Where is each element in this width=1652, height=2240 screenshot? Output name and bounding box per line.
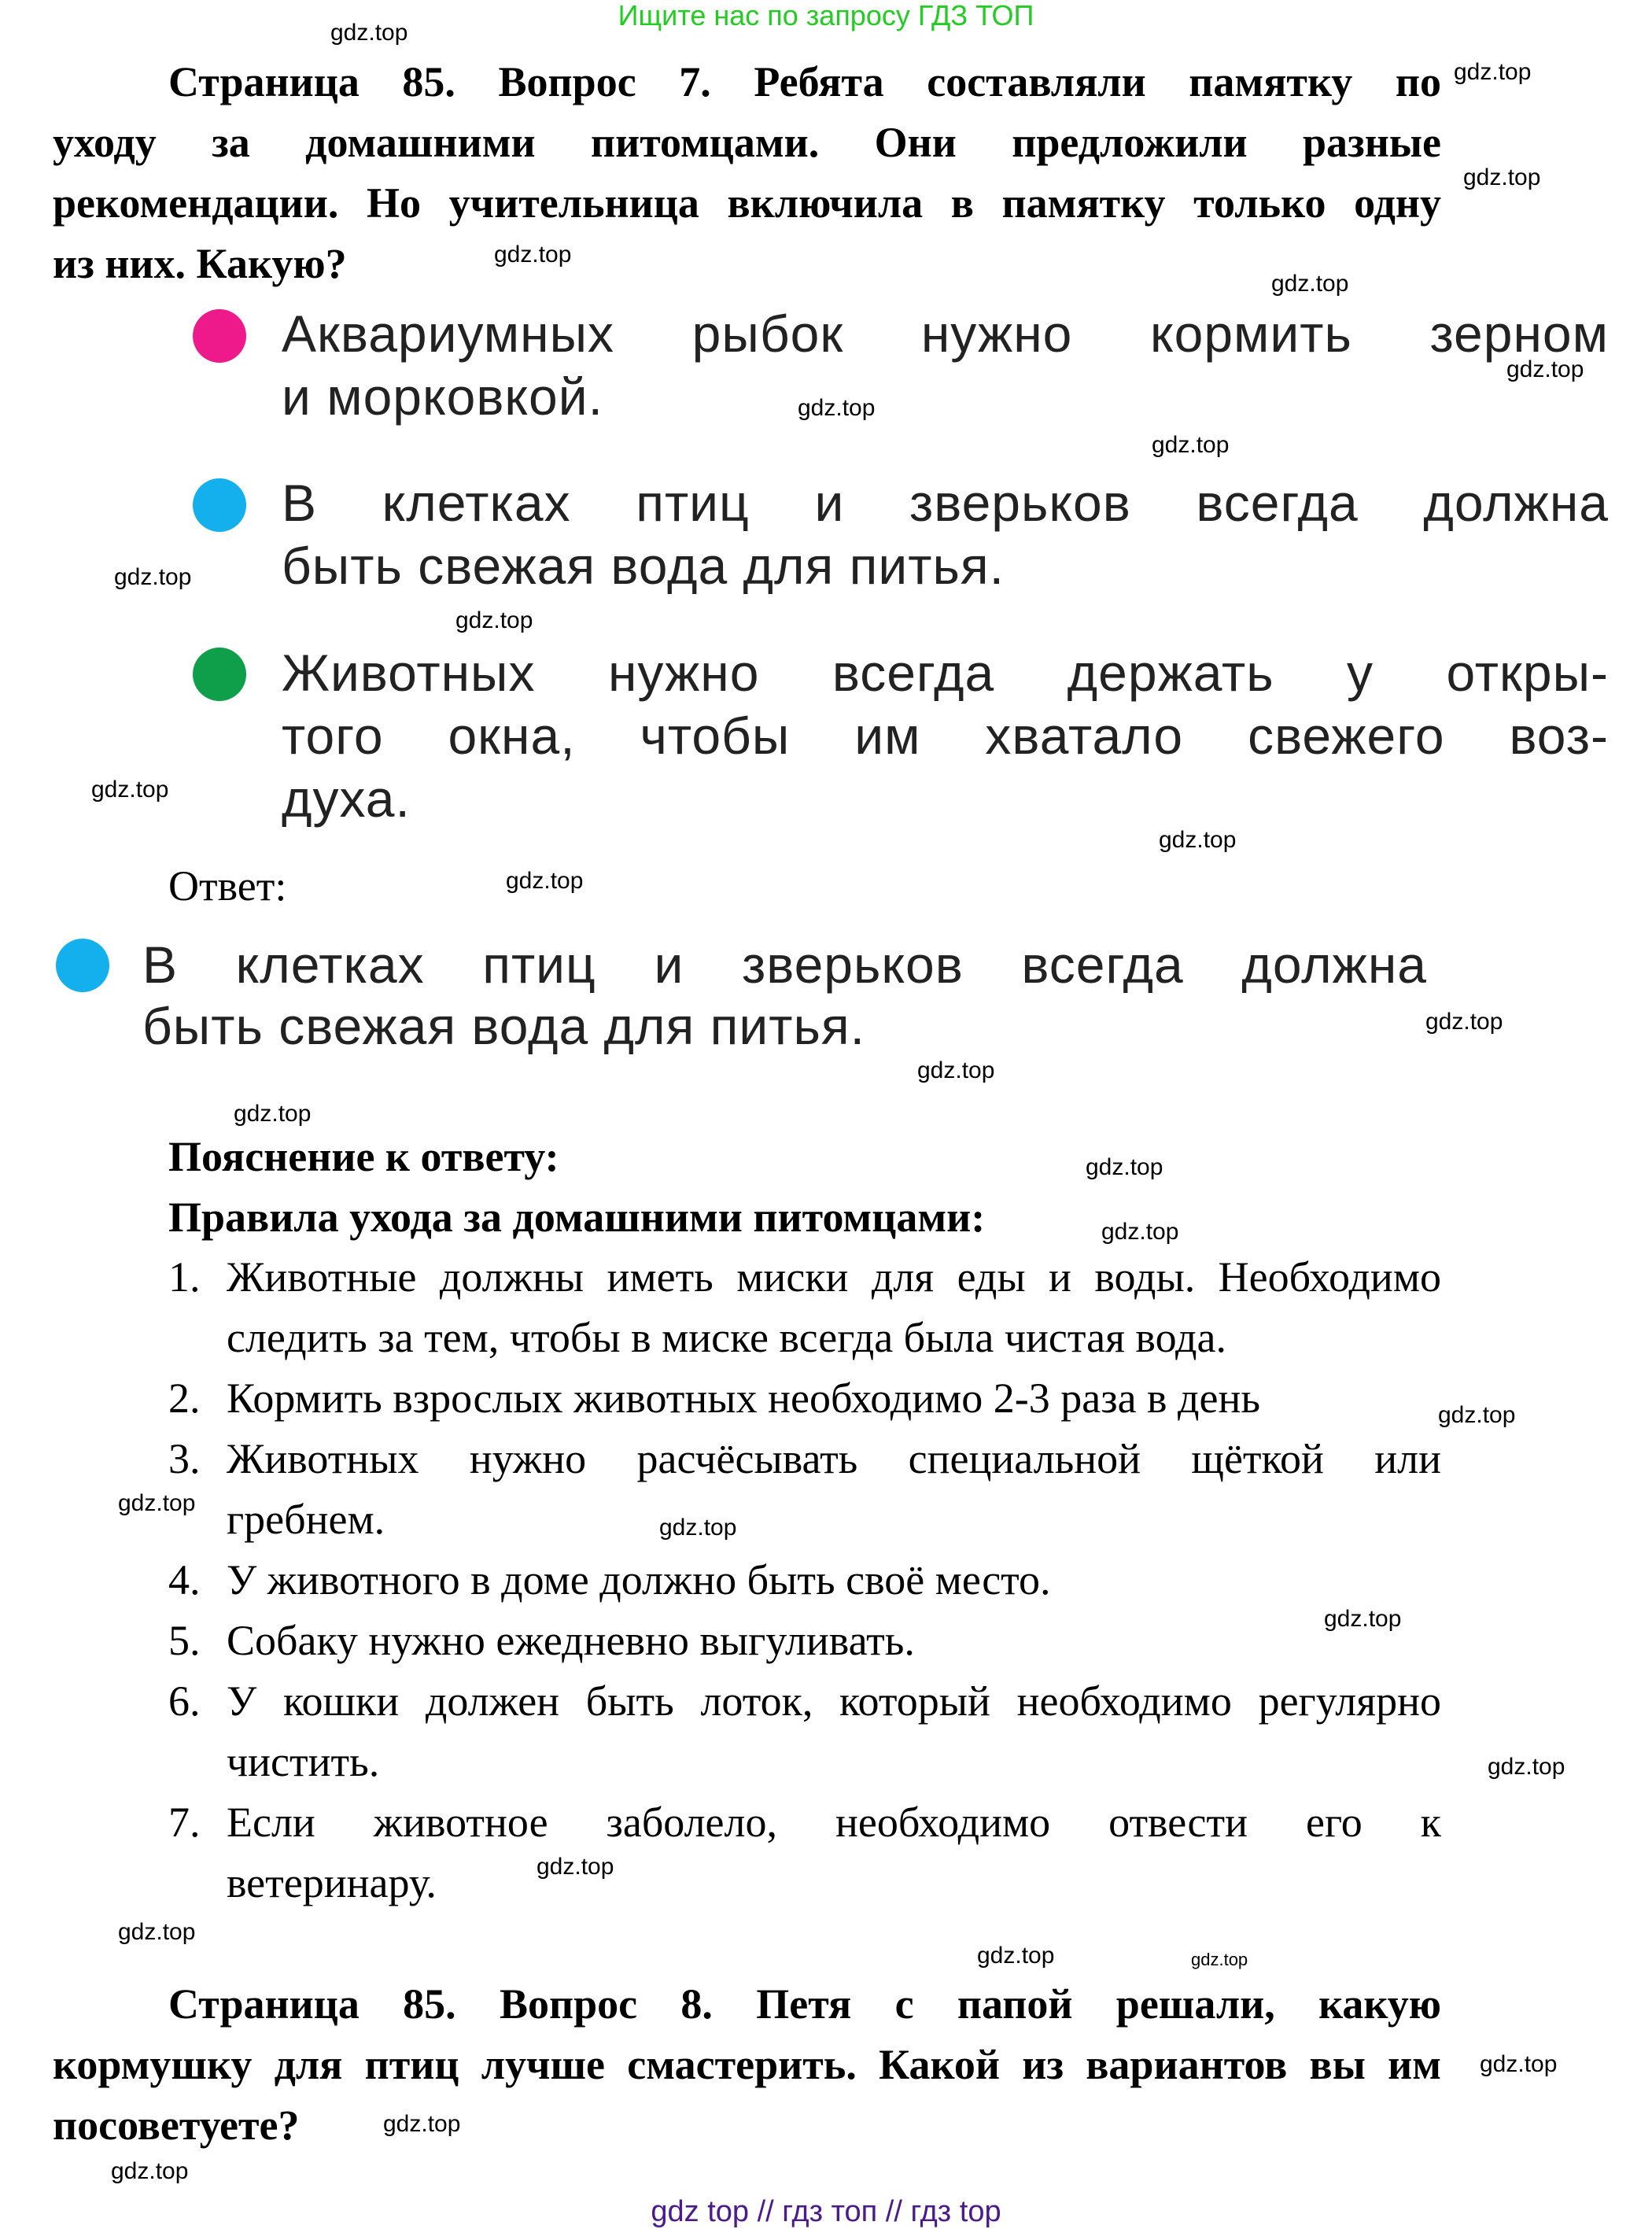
rule-line: следить за тем, чтобы в миске всегда была чистая вода. — [227, 1314, 1226, 1361]
option-3 — [282, 641, 1609, 830]
blue-bullet-icon — [193, 478, 246, 532]
explanation-subheading: Правила ухода за домашними питомцами: — [168, 1194, 986, 1241]
watermark: gdz.top — [1506, 356, 1584, 382]
watermark: gdz.top — [111, 2158, 189, 2184]
watermark: gdz.top — [494, 242, 572, 268]
watermark: gdz.top — [118, 1490, 196, 1516]
option-line: Животных нужно всегда держать у откры- — [282, 644, 1609, 702]
q8-line: Страница 85. Вопрос 8. Петя с папой решали, какую — [168, 1980, 1441, 2028]
watermark: gdz.top — [234, 1101, 312, 1127]
rule-item — [168, 1368, 1441, 1429]
rule-line: У кошки должен быть лоток, который необходимо регулярно — [227, 1677, 1441, 1725]
rule-item — [168, 1247, 1441, 1368]
option-line: того окна, чтобы им хватало свежего воз- — [282, 707, 1609, 765]
watermark: gdz.top — [1324, 1606, 1402, 1632]
q7-line: Страница 85. Вопрос 7. Ребята составляли памятку по — [168, 58, 1441, 105]
option-line: духа. — [282, 769, 411, 828]
rule-item — [168, 1671, 1441, 1792]
rule-number: 5. — [168, 1617, 201, 1664]
rule-line: ветеринару. — [227, 1859, 437, 1906]
answer-label: Ответ: — [168, 862, 287, 910]
green-bullet-icon — [193, 648, 246, 701]
explanation-heading: Пояснение к ответу: — [168, 1133, 559, 1180]
watermark: gdz.top — [114, 564, 192, 590]
answer-text — [142, 934, 1427, 1057]
option-1 — [282, 302, 1609, 428]
watermark: gdz.top — [1101, 1219, 1179, 1245]
rule-line: Если животное заболело, необходимо отвести его к — [227, 1799, 1441, 1846]
option-2 — [282, 471, 1609, 597]
watermark: gdz.top — [91, 777, 169, 803]
answer-line: В клетках птиц и зверьков всегда должна — [142, 935, 1427, 994]
watermark: gdz.top — [537, 1854, 614, 1880]
rules-list — [168, 1247, 1441, 1913]
blue-bullet-icon — [56, 939, 109, 992]
pink-bullet-icon — [193, 309, 246, 363]
question-7 — [53, 52, 1441, 294]
q7-line: рекомендации. Но учительница включила в памятку только одну — [53, 179, 1441, 227]
watermark: gdz.top — [506, 868, 584, 894]
q8-line: посоветуете? — [53, 2102, 300, 2149]
option-line: В клетках птиц и зверьков всегда должна — [282, 474, 1609, 532]
rule-line: Животные должны иметь миски для еды и воды. Необходимо — [227, 1253, 1441, 1301]
search-banner: Ищите нас по запросу ГДЗ ТОП — [618, 0, 1034, 31]
watermark: gdz.top — [1463, 164, 1541, 190]
rule-number: 4. — [168, 1556, 201, 1603]
watermark: gdz.top — [1480, 2051, 1558, 2077]
rule-number: 6. — [168, 1677, 201, 1725]
watermark: gdz.top — [977, 1943, 1055, 1969]
rule-item — [168, 1611, 1441, 1671]
watermark: gdz.top — [1454, 59, 1532, 85]
rule-item — [168, 1429, 1441, 1550]
rule-line: Животных нужно расчёсывать специальной щёткой или — [227, 1435, 1441, 1482]
rule-line: чистить. — [227, 1738, 380, 1785]
watermark: gdz.top — [330, 20, 408, 46]
option-line: быть свежая вода для питья. — [282, 537, 1005, 595]
watermark: gdz.top — [1086, 1154, 1163, 1180]
rule-number: 2. — [168, 1375, 201, 1422]
watermark: gdz.top — [1488, 1754, 1565, 1780]
q7-line: из них. Какую? — [53, 240, 347, 287]
watermark: gdz.top — [383, 2111, 461, 2137]
watermark: gdz.top — [1152, 432, 1230, 458]
rule-item — [168, 1550, 1441, 1611]
answer-line: быть свежая вода для питья. — [142, 997, 865, 1055]
watermark: gdz.top — [1425, 1009, 1503, 1035]
rule-number: 3. — [168, 1435, 201, 1482]
watermark: gdz.top — [118, 1919, 196, 1945]
question-8 — [53, 1974, 1441, 2156]
footer-links: gdz top // гдз топ // гдз top — [651, 2195, 1001, 2228]
rule-number: 7. — [168, 1799, 201, 1846]
rule-line: У животного в доме должно быть своё место. — [227, 1556, 1051, 1603]
rule-line: гребнем. — [227, 1496, 385, 1543]
rule-line: Кормить взрослых животных необходимо 2-3 раза в день — [227, 1375, 1261, 1422]
rule-item — [168, 1792, 1441, 1913]
q7-line: уходу за домашними питомцами. Они предложили разные — [53, 119, 1441, 166]
q8-line: кормушку для птиц лучше смастерить. Какой из вариантов вы им — [53, 2041, 1441, 2088]
option-line: и морковкой. — [282, 367, 603, 426]
rule-line: Собаку нужно ежедневно выгуливать. — [227, 1617, 915, 1664]
watermark: gdz.top — [659, 1515, 737, 1541]
watermark: gdz.top — [1159, 827, 1237, 853]
watermark: gdz.top — [917, 1057, 995, 1083]
option-line: Аквариумных рыбок нужно кормить зерном — [282, 304, 1609, 363]
watermark: gdz.top — [455, 607, 533, 633]
watermark: gdz.top — [1438, 1402, 1516, 1428]
watermark: gdz.top — [1191, 1950, 1248, 1969]
watermark: gdz.top — [798, 395, 876, 421]
watermark: gdz.top — [1271, 271, 1349, 297]
rule-number: 1. — [168, 1253, 201, 1301]
